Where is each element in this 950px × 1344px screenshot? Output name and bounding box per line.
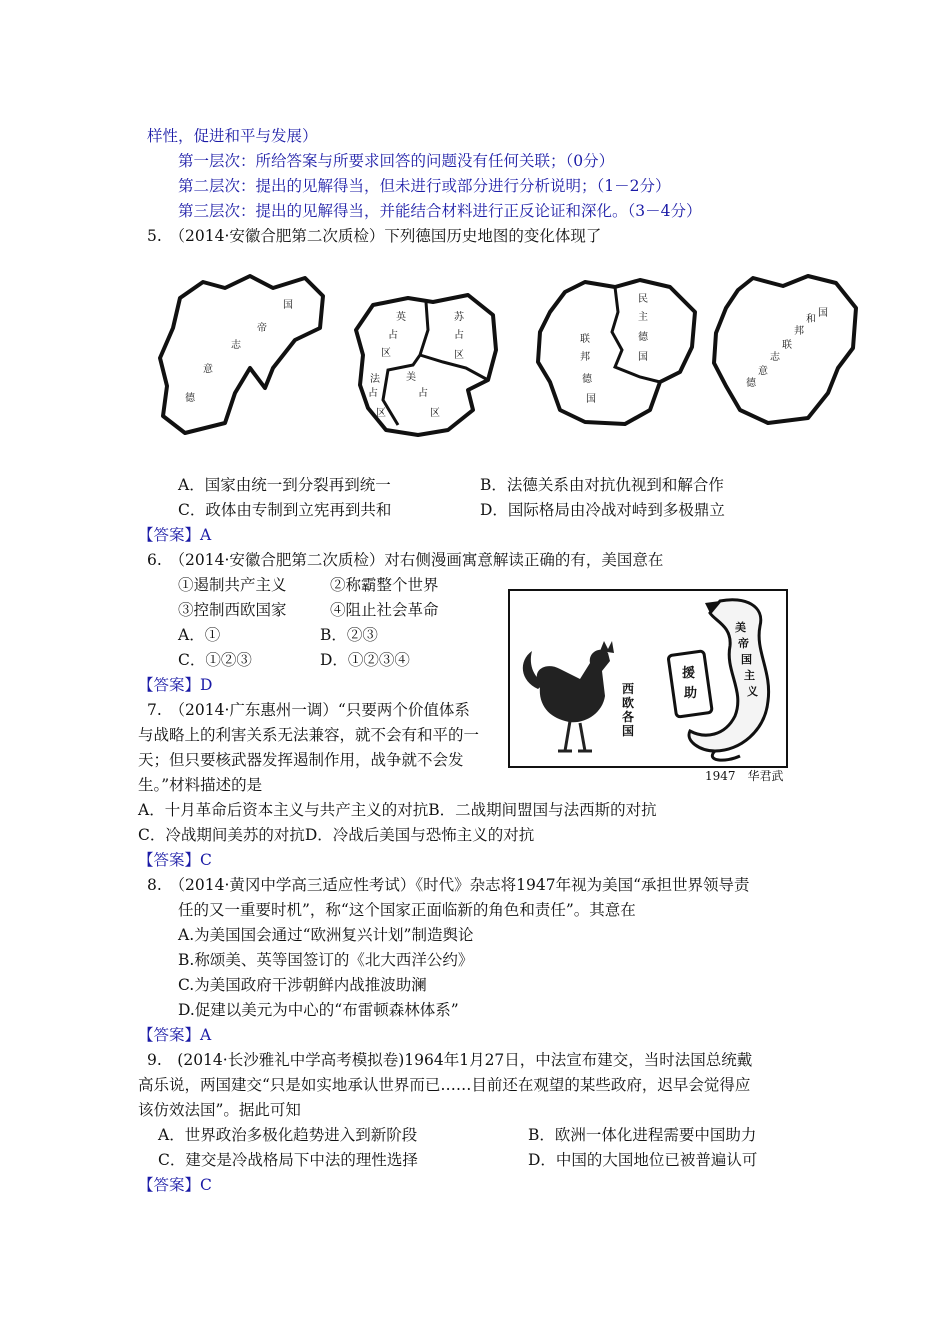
map-label: 德 xyxy=(582,374,592,385)
map-label: 意 xyxy=(758,366,768,377)
cartoon-label-us-imperialism: 国 xyxy=(741,653,752,666)
map-label: 民 xyxy=(638,294,648,305)
text-line: 样性，促进和平与发展） xyxy=(147,127,318,145)
map-label: 志 xyxy=(231,340,241,351)
option-c: C．政体由专制到立宪再到共和 xyxy=(178,501,392,519)
cartoon-label-us-imperialism: 主 xyxy=(744,669,755,682)
text-line: 第三层次：提出的见解得当，并能结合材料进行正反论证和深化。（3－4分） xyxy=(178,202,702,220)
cartoon-label-aid: 助 xyxy=(684,686,698,701)
answer-value: A xyxy=(200,526,212,544)
text-line: 天；但只要核武器发挥遏制作用，战争就不会发 xyxy=(138,751,464,769)
options-ab: A．十月革命后资本主义与共产主义的对抗B．二战期间盟国与法西斯的对抗 xyxy=(138,801,657,819)
question-8-stem: 8. （2014·黄冈中学高三适应性考试）《时代》杂志将1947年视为美国“承担世界领导责 xyxy=(147,876,750,894)
option-b: B．法德关系由对抗仇视到和解合作 xyxy=(480,476,724,494)
question-7-stem: 7. （2014·广东惠州一调）“只要两个价值体系 xyxy=(147,701,470,719)
answer-line xyxy=(138,848,212,872)
map-label: 国 xyxy=(818,308,828,319)
map-label: 占 xyxy=(418,388,428,399)
answer-value: A xyxy=(200,1026,212,1044)
aid-bag xyxy=(668,651,712,717)
map-frg-gdr xyxy=(530,272,705,432)
map-label: 邦 xyxy=(580,352,590,363)
option-a: A．国家由统一到分裂再到统一 xyxy=(178,476,391,494)
answer-label: 【答案】 xyxy=(138,1026,201,1044)
map-label: 志 xyxy=(770,352,780,363)
option-a: A．① xyxy=(178,626,221,644)
text-line: 第二层次：提出的见解得当，但未进行或部分进行分析说明；（1－2分） xyxy=(178,177,671,195)
cartoon-label-us-imperialism: 帝 xyxy=(738,637,749,650)
answer-line xyxy=(138,523,211,547)
map-label: 意 xyxy=(203,364,213,375)
option-b: B.称颂美、英等国签订的《北大西洋公约》 xyxy=(178,951,474,969)
map-label: 国 xyxy=(638,352,648,363)
map-label: 和 xyxy=(806,314,816,325)
map-german-empire xyxy=(155,268,330,438)
cartoon-caption: 1947 华君武 xyxy=(705,769,784,783)
map-label: 德 xyxy=(746,378,756,389)
map-label: 主 xyxy=(638,312,648,323)
answer-line xyxy=(138,1023,211,1047)
map-label: 帝 xyxy=(257,323,267,334)
map-unified-germany xyxy=(708,268,863,433)
map-label: 区 xyxy=(430,408,440,419)
options-cd: C．冷战期间美苏的对抗D．冷战后美国与恐怖主义的对抗 xyxy=(138,826,535,844)
option-a: A.为美国国会通过“欧洲复兴计划”制造舆论 xyxy=(178,926,474,944)
statement-1: ①遏制共产主义 xyxy=(178,576,287,594)
answer-line xyxy=(138,1173,212,1197)
statement-2: ②称霸整个世界 xyxy=(330,576,439,594)
text-line: 任的又一重要时机”，称“这个国家正面临新的角色和责任”。其意在 xyxy=(178,901,636,919)
question-6-stem: 6. （2014·安徽合肥第二次质检）对右侧漫画寓意解读正确的有，美国意在 xyxy=(147,551,664,569)
map-occupation-zones xyxy=(348,290,508,440)
map-label: 联 xyxy=(580,334,590,345)
question-9-stem: 9. (2014·长沙雅礼中学高考模拟卷)1964年1月27日，中法宣布建交，当时法国总统戴 xyxy=(147,1051,753,1069)
statement-4: ④阻止社会革命 xyxy=(330,601,439,619)
option-b: B．②③ xyxy=(320,626,378,644)
cartoon-label-west-europe: 欧 xyxy=(622,696,635,710)
map-label: 区 xyxy=(376,408,386,419)
map-label: 德 xyxy=(638,332,648,343)
option-d: D．中国的大国地位已被普遍认可 xyxy=(528,1151,758,1169)
answer-value: D xyxy=(200,676,213,694)
answer-value: C xyxy=(200,1176,212,1194)
cartoon-label-aid: 援 xyxy=(682,666,696,681)
answer-line xyxy=(138,673,212,697)
map-label: 国 xyxy=(586,394,596,405)
cartoon-label-us-imperialism: 义 xyxy=(747,685,758,698)
map-label: 区 xyxy=(381,348,391,359)
text-line: 第一层次：所给答案与所要求回答的问题没有任何关联；（0分） xyxy=(178,152,615,170)
cartoon-label-west-europe: 国 xyxy=(622,724,635,738)
answer-label: 【答案】 xyxy=(138,851,201,869)
map-label: 国 xyxy=(283,300,293,311)
option-d: D．①②③④ xyxy=(320,651,410,669)
cartoon-label-west-europe: 各 xyxy=(622,710,635,724)
text-line: 与战略上的利害关系无法兼容，就不会有和平的一 xyxy=(138,726,480,744)
question-5-stem: 5. （2014·安徽合肥第二次质检）下列德国历史地图的变化体现了 xyxy=(147,227,602,245)
text-line: 生。”材料描述的是 xyxy=(138,776,263,794)
map-label: 占 xyxy=(368,388,378,399)
map-label: 美 xyxy=(406,372,416,383)
map-label: 德 xyxy=(185,393,195,404)
map-label: 法 xyxy=(370,374,380,385)
map-label: 英 xyxy=(396,312,406,323)
answer-label: 【答案】 xyxy=(138,676,201,694)
map-label: 区 xyxy=(454,350,464,361)
answer-label: 【答案】 xyxy=(138,526,201,544)
option-d: D.促建以美元为中心的“布雷顿森林体系” xyxy=(178,1001,459,1019)
cartoon-label-us-imperialism: 美 xyxy=(735,621,746,634)
answer-value: C xyxy=(200,851,212,869)
option-d: D．国际格局由冷战对峙到多极鼎立 xyxy=(480,501,725,519)
text-line: 该仿效法国”。据此可知 xyxy=(138,1101,301,1119)
map-label: 占 xyxy=(454,330,464,341)
political-cartoon xyxy=(508,589,788,768)
answer-label: 【答案】 xyxy=(138,1176,201,1194)
statement-3: ③控制西欧国家 xyxy=(178,601,287,619)
option-b: B．欧洲一体化进程需要中国助力 xyxy=(528,1126,757,1144)
map-label: 邦 xyxy=(794,326,804,337)
map-label: 占 xyxy=(388,330,398,341)
option-c: C.为美国政府干涉朝鲜内战推波助澜 xyxy=(178,976,427,994)
map-label: 苏 xyxy=(454,312,464,323)
option-a: A．世界政治多极化趋势进入到新阶段 xyxy=(158,1126,418,1144)
rooster-figure xyxy=(523,641,614,751)
cartoon-label-west-europe: 西 xyxy=(622,682,635,696)
text-line: 高乐说，两国建交“只是如实地承认世界而已……目前还在观望的某些政府，迟早会觉得应 xyxy=(138,1076,751,1094)
option-c: C．①②③ xyxy=(178,651,252,669)
map-label: 联 xyxy=(782,340,792,351)
option-c: C．建交是冷战格局下中法的理性选择 xyxy=(158,1151,418,1169)
